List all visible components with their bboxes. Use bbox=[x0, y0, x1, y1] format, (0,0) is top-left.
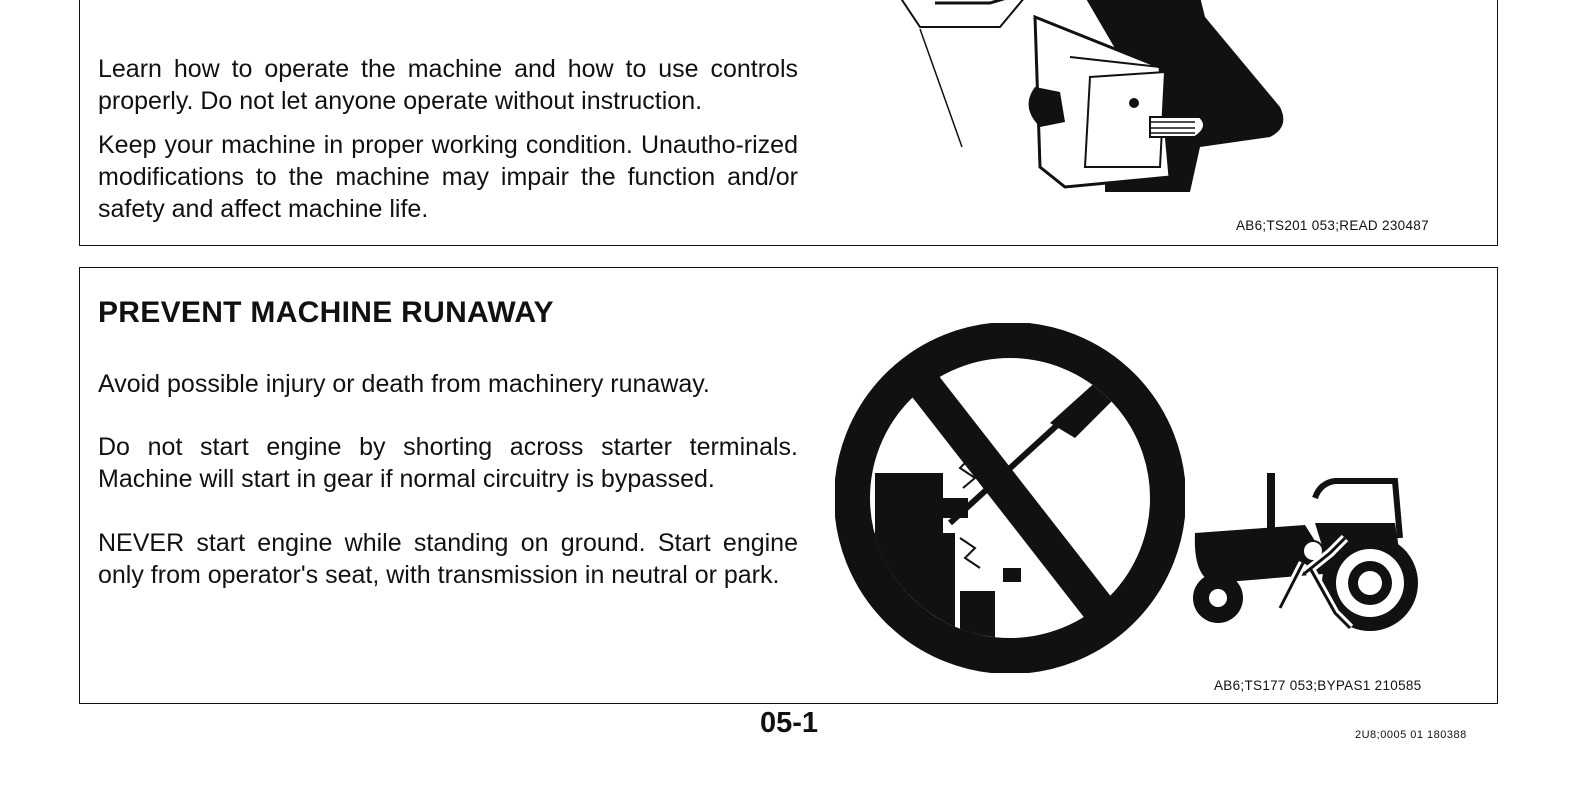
safety-section-runaway bbox=[79, 267, 1498, 704]
image-code: AB6;TS177 053;BYPAS1 210585 bbox=[1214, 678, 1422, 693]
section-heading: PREVENT MACHINE RUNAWAY bbox=[98, 296, 554, 329]
safety-section-operate bbox=[79, 0, 1498, 246]
paragraph-working-condition: Keep your machine in proper working condition. Unautho-rized modifications to the machine may impair the function and/or safety and affect machine life. bbox=[98, 131, 798, 223]
paragraph-no-shorting: Do not start engine by shorting across starter terminals. Machine will start in gear if normal circuitry is bypassed. bbox=[98, 433, 798, 493]
person-reading-manual-icon bbox=[860, 0, 1440, 197]
paragraph-learn-operate: Learn how to operate the machine and how to use controls properly. Do not let anyone operate without instruction. bbox=[98, 55, 798, 115]
document-code: 2U8;0005 01 180388 bbox=[1355, 729, 1467, 741]
image-code: AB6;TS201 053;READ 230487 bbox=[1236, 218, 1429, 233]
paragraph-never-start: NEVER start engine while standing on ground. Start engine only from operator's seat, with transmission in neutral or park. bbox=[98, 529, 798, 589]
page-number: 05-1 bbox=[760, 707, 819, 739]
paragraph-avoid-injury: Avoid possible injury or death from machinery runaway. bbox=[98, 370, 710, 398]
tractor-runaway-icon bbox=[1185, 463, 1445, 653]
no-bypass-starter-icon bbox=[835, 323, 1185, 673]
